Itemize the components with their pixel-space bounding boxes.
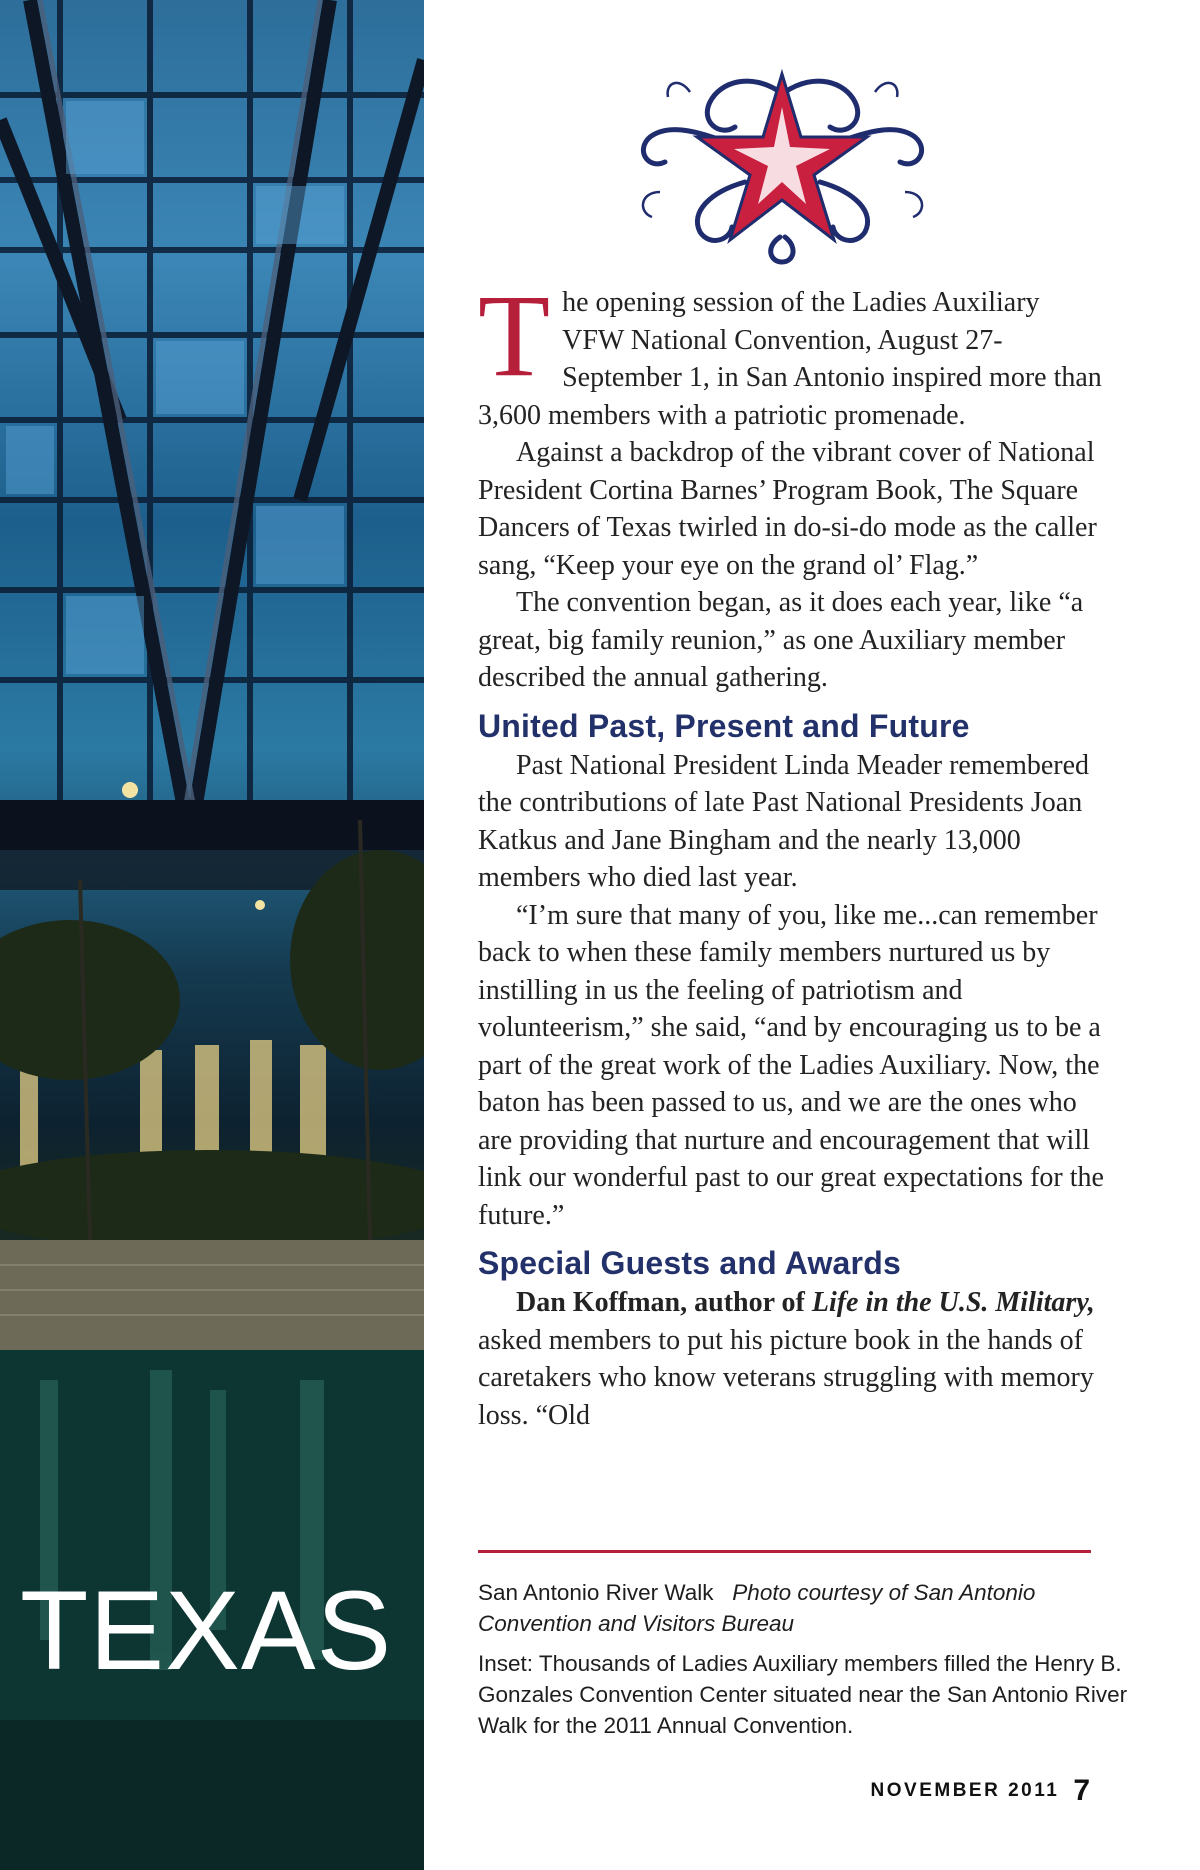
article-paragraph: The opening session of the Ladies Auxiliary VFW National Convention, August 27-September 1, in San Antonio inspired more than 3,600 members with a patriotic promenade. [478, 270, 1102, 431]
article-paragraph: Against a backdrop of the vibrant cover of National President Cortina Barnes’ Program Book, The Square Dancers of Texas twirled in do-si-do mode as the caller sang, “Keep your eye on the grand ol’ Flag.” [478, 437, 1097, 581]
issue-date: NOVEMBER 2011 [870, 1780, 1060, 1801]
river-walk-photo [0, 0, 424, 1870]
article-paragraph: The convention began, as it does each year, like “a great, big family reunion,” as one Auxiliary member described the annual gathering. [478, 587, 1084, 693]
article-paragraph: “I’m sure that many of you, like me...can remember back to when these family members nurtured us by instilling in us the feeling of patriotism and volunteerism,” she said, “and by encouraging us to be a part of the great work of the Ladies Auxiliary. Now, the baton has been passed to us, and we are the ones who are providing that nurture and encouragement that will link our wonderful past to our great expectations for the future.” [478, 899, 1104, 1231]
section-heading: Special Guests and Awards [478, 1245, 901, 1281]
photo-label: TEXAS [20, 1568, 393, 1693]
article-paragraph: Past National President Linda Meader remembered the contributions of late Past National Presidents Joan Katkus and Jane Bingham and the nearly 13,000 members who died last year. [478, 749, 1090, 893]
article-body [478, 270, 1106, 1434]
photo-credit: Photo courtesy of San Antonio Convention and Visitors Bureau [478, 1580, 1036, 1636]
inset-caption: Inset: Thousands of Ladies Auxiliary members filled the Henry B. Gonzales Convention Center situated near the San Antonio River Walk for the 2011 Annual Convention. [478, 1651, 1128, 1738]
lead-bold: Dan Koffman, author of [516, 1287, 812, 1318]
drop-cap: T [478, 270, 551, 401]
article-paragraph: Dan Koffman, author of Life in the U.S. Military, asked members to put his picture book in the hands of caretakers who know veterans struggling with memory loss. “Old [478, 1287, 1095, 1431]
page-number: 7 [1073, 1774, 1090, 1807]
photo-caption: San Antonio River Walk Photo courtesy of San Antonio Convention and Visitors Bureau [478, 1580, 1036, 1636]
book-title: Life in the U.S. Military, [811, 1287, 1095, 1318]
photo-captions [478, 1577, 1128, 1750]
section-heading: United Past, Present and Future [478, 707, 970, 744]
page-footer [871, 1774, 1090, 1808]
texas-star-flourish-icon [630, 52, 935, 267]
caption-divider [478, 1550, 1091, 1553]
